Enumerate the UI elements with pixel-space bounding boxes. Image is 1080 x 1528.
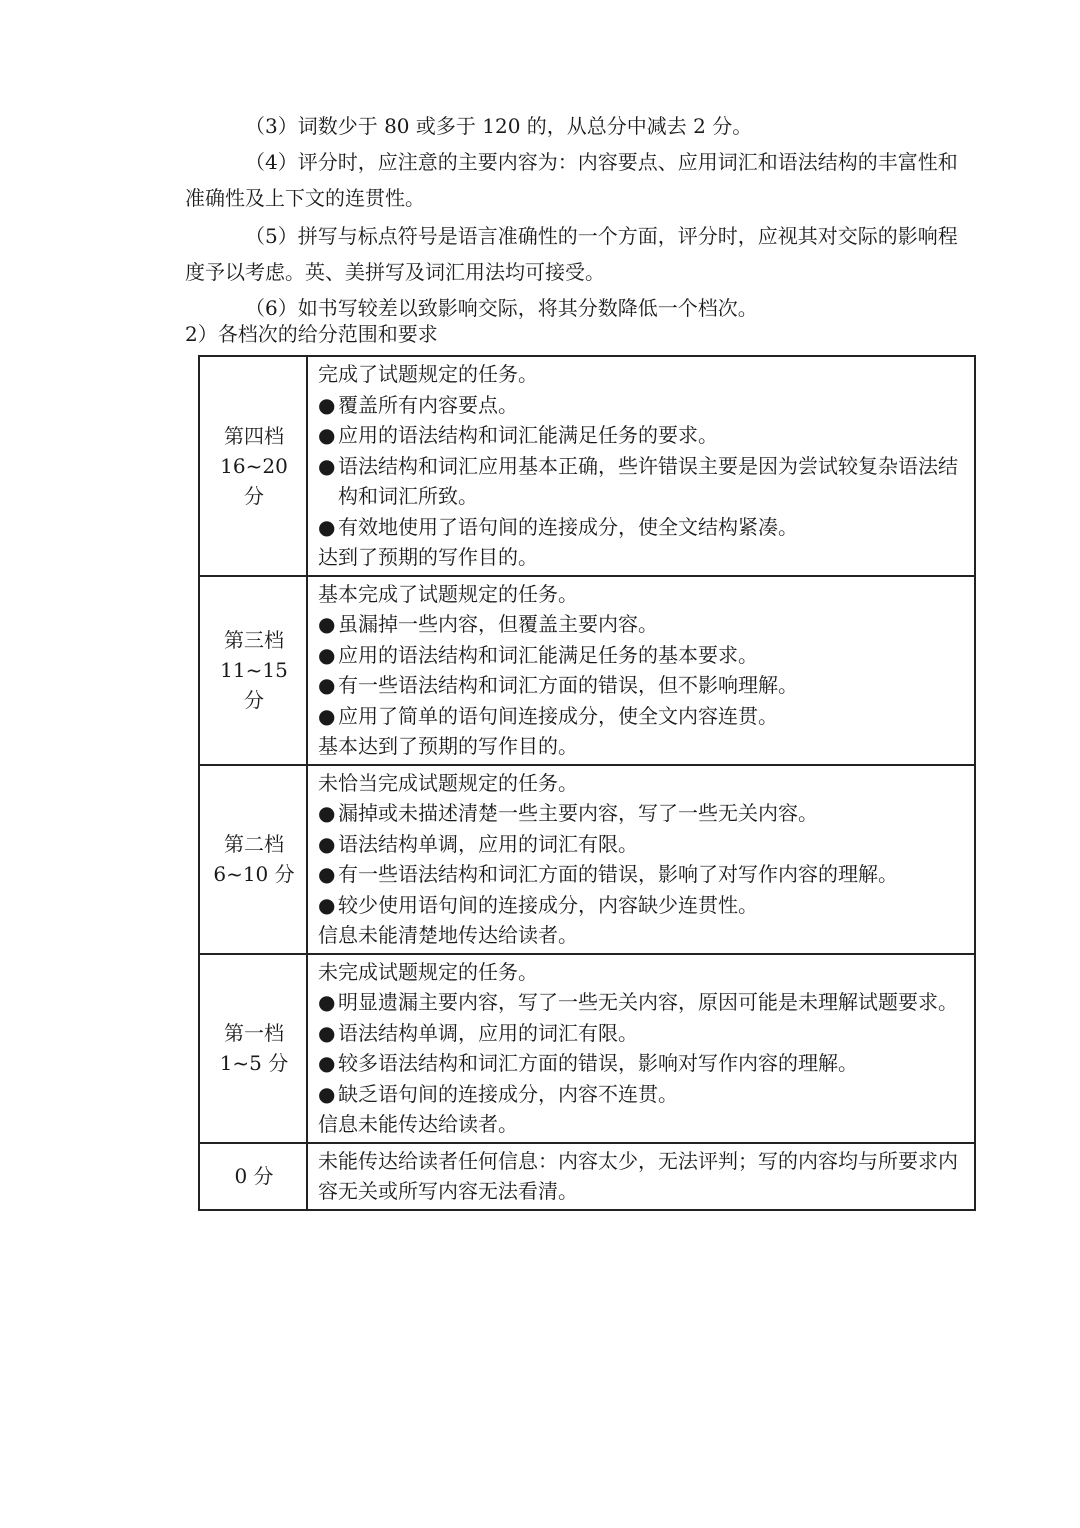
level-outcome: 信息未能传达给读者。 [318, 1112, 518, 1136]
criterion-text: 缺乏语句间的连接成分，内容不连贯。 [338, 1081, 678, 1106]
criterion-item [318, 670, 966, 701]
criterion-item [318, 609, 966, 640]
level-description-text: 未能传达给读者任何信息：内容太少，无法评判；写的内容均与所要求内容无关或所写内容无法看清。 [318, 1148, 958, 1203]
grade-row [199, 576, 975, 765]
level-intro: 完成了试题规定的任务。 [318, 362, 538, 386]
bullet-icon: ● [318, 1020, 336, 1045]
criterion-item [318, 987, 966, 1018]
level-cell [199, 1143, 307, 1210]
criterion-item [318, 890, 966, 921]
level-range: 6~10 分 [213, 862, 295, 886]
criterion-item [318, 798, 966, 829]
level-intro: 基本完成了试题规定的任务。 [318, 581, 578, 606]
level-outcome: 基本达到了预期的写作目的。 [318, 734, 578, 758]
criterion-text: 应用的语法结构和词汇能满足任务的基本要求。 [338, 642, 758, 667]
level-cell [199, 954, 307, 1143]
grade-row [199, 954, 975, 1143]
level-name: 第一档 [224, 1021, 284, 1045]
level-name: 第二档 [224, 832, 284, 856]
bullet-icon: ● [318, 1051, 336, 1075]
note-word-count: （3）词数少于 80 或多于 120 的，从总分中减去 2 分。 [245, 114, 753, 138]
criterion-item [318, 420, 966, 451]
criterion-item [318, 512, 966, 543]
criterion-text: 有效地使用了语句间的连接成分，使全文结构紧凑。 [338, 514, 798, 539]
bullet-icon: ● [318, 453, 336, 478]
criterion-item [318, 390, 966, 421]
level-outcome: 达到了预期的写作目的。 [318, 545, 538, 569]
grading-table-body [199, 356, 975, 1210]
bullet-icon: ● [318, 642, 336, 667]
criterion-text: 应用的语法结构和词汇能满足任务的要求。 [338, 423, 718, 447]
criterion-text: 语法结构和词汇应用基本正确，些许错误主要是因为尝试较复杂语法结构和词汇所致。 [338, 453, 958, 508]
criterion-text: 语法结构单调，应用的词汇有限。 [338, 1020, 638, 1045]
criterion-item [318, 1018, 966, 1049]
bullet-icon: ● [318, 612, 336, 636]
level-description [307, 765, 975, 954]
bullet-icon: ● [318, 801, 336, 825]
bullet-icon: ● [318, 423, 336, 447]
grade-row [199, 765, 975, 954]
bullet-icon: ● [318, 892, 336, 917]
criterion-text: 覆盖所有内容要点。 [338, 392, 518, 417]
scoring-notes [185, 108, 975, 326]
level-cell [199, 576, 307, 765]
criterion-item [318, 451, 966, 512]
level-intro: 未恰当完成试题规定的任务。 [318, 770, 578, 795]
note-handwriting: （6）如书写较差以致影响交际，将其分数降低一个档次。 [245, 296, 758, 320]
criterion-text: 有一些语法结构和词汇方面的错误，但不影响理解。 [338, 673, 798, 697]
level-outcome: 信息未能清楚地传达给读者。 [318, 923, 578, 947]
bullet-icon: ● [318, 703, 336, 728]
criterion-text: 语法结构单调，应用的词汇有限。 [338, 831, 638, 856]
grade-row-zero [199, 1143, 975, 1210]
criterion-item [318, 859, 966, 890]
level-cell [199, 765, 307, 954]
criterion-item [318, 640, 966, 671]
level-description [307, 1143, 975, 1210]
level-intro: 未完成试题规定的任务。 [318, 959, 538, 984]
bullet-icon: ● [318, 1081, 336, 1106]
note-spelling: （5）拼写与标点符号是语言准确性的一个方面，评分时，应视其对交际的影响程度予以考虑。英、美拼写及词汇用法均可接受。 [185, 224, 958, 284]
note-main-content: （4）评分时，应注意的主要内容为：内容要点、应用词汇和语法结构的丰富性和准确性及上下文的连贯性。 [185, 150, 958, 210]
bullet-icon: ● [318, 862, 336, 886]
section-title: 2）各档次的给分范围和要求 [185, 322, 438, 346]
grading-table [198, 355, 976, 1211]
level-name: 第三档 [224, 628, 284, 652]
criterion-text: 有一些语法结构和词汇方面的错误，影响了对写作内容的理解。 [338, 862, 898, 886]
level-range: 11~15 分 [220, 658, 288, 712]
bullet-icon: ● [318, 990, 336, 1014]
criterion-item [318, 1048, 966, 1079]
level-range: 16~20 分 [220, 453, 288, 508]
criterion-item [318, 1079, 966, 1110]
bullet-icon: ● [318, 831, 336, 856]
criterion-text: 应用了简单的语句间连接成分，使全文内容连贯。 [338, 703, 778, 728]
level-description [307, 576, 975, 765]
criterion-text: 漏掉或未描述清楚一些主要内容，写了一些无关内容。 [338, 801, 818, 825]
level-range: 0 分 [234, 1164, 274, 1188]
level-description [307, 954, 975, 1143]
criterion-text: 明显遗漏主要内容，写了一些无关内容，原因可能是未理解试题要求。 [338, 990, 958, 1014]
level-range: 1~5 分 [219, 1051, 289, 1075]
bullet-icon: ● [318, 673, 336, 697]
bullet-icon: ● [318, 392, 336, 417]
criterion-item [318, 829, 966, 860]
level-cell [199, 356, 307, 576]
criterion-text: 虽漏掉一些内容，但覆盖主要内容。 [338, 612, 658, 636]
grade-row [199, 356, 975, 576]
level-name: 第四档 [224, 423, 284, 448]
criterion-text: 较少使用语句间的连接成分，内容缺少连贯性。 [338, 892, 758, 917]
criterion-text: 较多语法结构和词汇方面的错误，影响对写作内容的理解。 [338, 1051, 858, 1075]
criterion-item [318, 701, 966, 732]
bullet-icon: ● [318, 514, 336, 539]
level-description [307, 356, 975, 576]
